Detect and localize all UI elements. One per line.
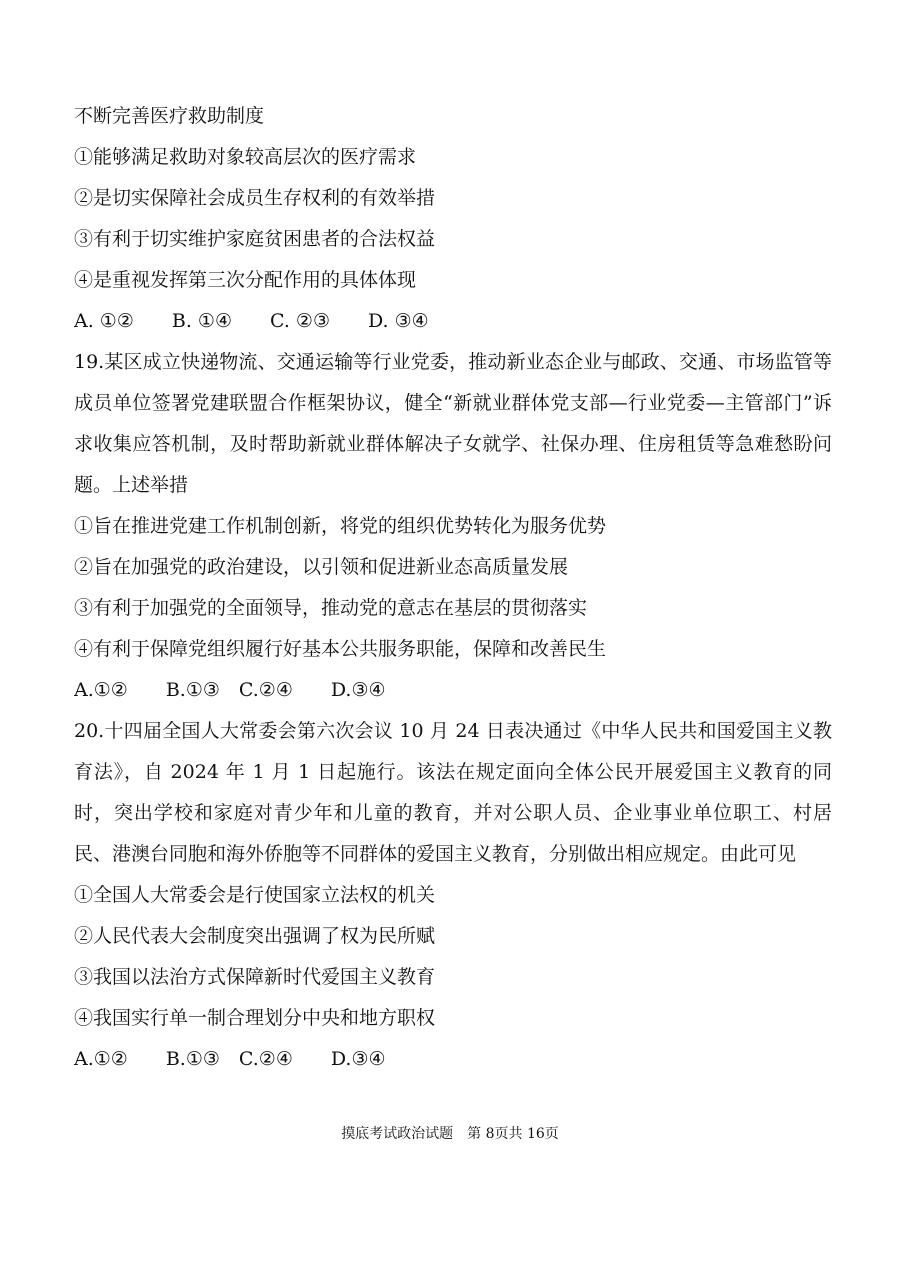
question-19-option-4: ④有利于保障党组织履行好基本公共服务职能，保障和改善民生 xyxy=(74,638,607,660)
question-19-stem: 19.某区成立快递物流、交通运输等行业党委，推动新业态企业与邮政、交通、市场监管等成员单位签署党建联盟合作框架协议，健全“新就业群体党支部—行业党委—主管部门”诉求收集应答机制，及时帮助新就业群体解决子女就学、社保办理、住房租赁等急难愁盼问题。上述举措 xyxy=(74,351,832,496)
question-20-option-1: ①全国人大常委会是行使国家立法权的机关 xyxy=(74,884,436,906)
question-18-option-1: ①能够满足救助对象较高层次的医疗需求 xyxy=(74,146,417,168)
question-20-option-2: ②人民代表大会制度突出强调了权为民所赋 xyxy=(74,925,436,947)
question-20 xyxy=(74,711,832,1080)
question-19-option-1: ①旨在推进党建工作机制创新，将党的组织优势转化为服务优势 xyxy=(74,515,607,537)
question-19-choices: A.①② B.①③ C.②④ D.③④ xyxy=(74,679,386,701)
question-18-option-3: ③有利于切实维护家庭贫困患者的合法权益 xyxy=(74,228,436,250)
question-18 xyxy=(74,96,832,342)
question-20-choices: A.①② B.①③ C.②④ D.③④ xyxy=(74,1048,386,1070)
question-20-option-4: ④我国实行单一制合理划分中央和地方职权 xyxy=(74,1007,436,1029)
exam-page xyxy=(74,96,832,1080)
question-18-option-2: ②是切实保障社会成员生存权利的有效举措 xyxy=(74,187,436,209)
question-19-option-3: ③有利于加强党的全面领导，推动党的意志在基层的贯彻落实 xyxy=(74,597,588,619)
question-19 xyxy=(74,342,832,711)
question-19-option-2: ②旨在加强党的政治建设，以引领和促进新业态高质量发展 xyxy=(74,556,569,578)
question-18-choices: A. ①② B. ①④ C. ②③ D. ③④ xyxy=(74,310,429,332)
question-18-stem-end: 不断完善医疗救助制度 xyxy=(74,105,265,127)
page-footer: 摸底考试政治试题 第 8页共 16页 xyxy=(341,1126,559,1142)
question-18-option-4: ④是重视发挥第三次分配作用的具体体现 xyxy=(74,269,417,291)
question-20-stem: 20.十四届全国人大常委会第六次会议 10 月 24 日表决通过《中华人民共和国爱国主义教育法》，自 2024 年 1 月 1 日起施行。该法在规定面向全体公民开展爱国主义教育的同时，突出学校和家庭对青少年和儿童的教育，并对公职人员、企业事业单位职工、村居民、港澳台同胞和海外侨胞等不同群体的爱国主义教育，分别做出相应规定。由此可见 xyxy=(74,720,832,865)
question-20-option-3: ③我国以法治方式保障新时代爱国主义教育 xyxy=(74,966,436,988)
